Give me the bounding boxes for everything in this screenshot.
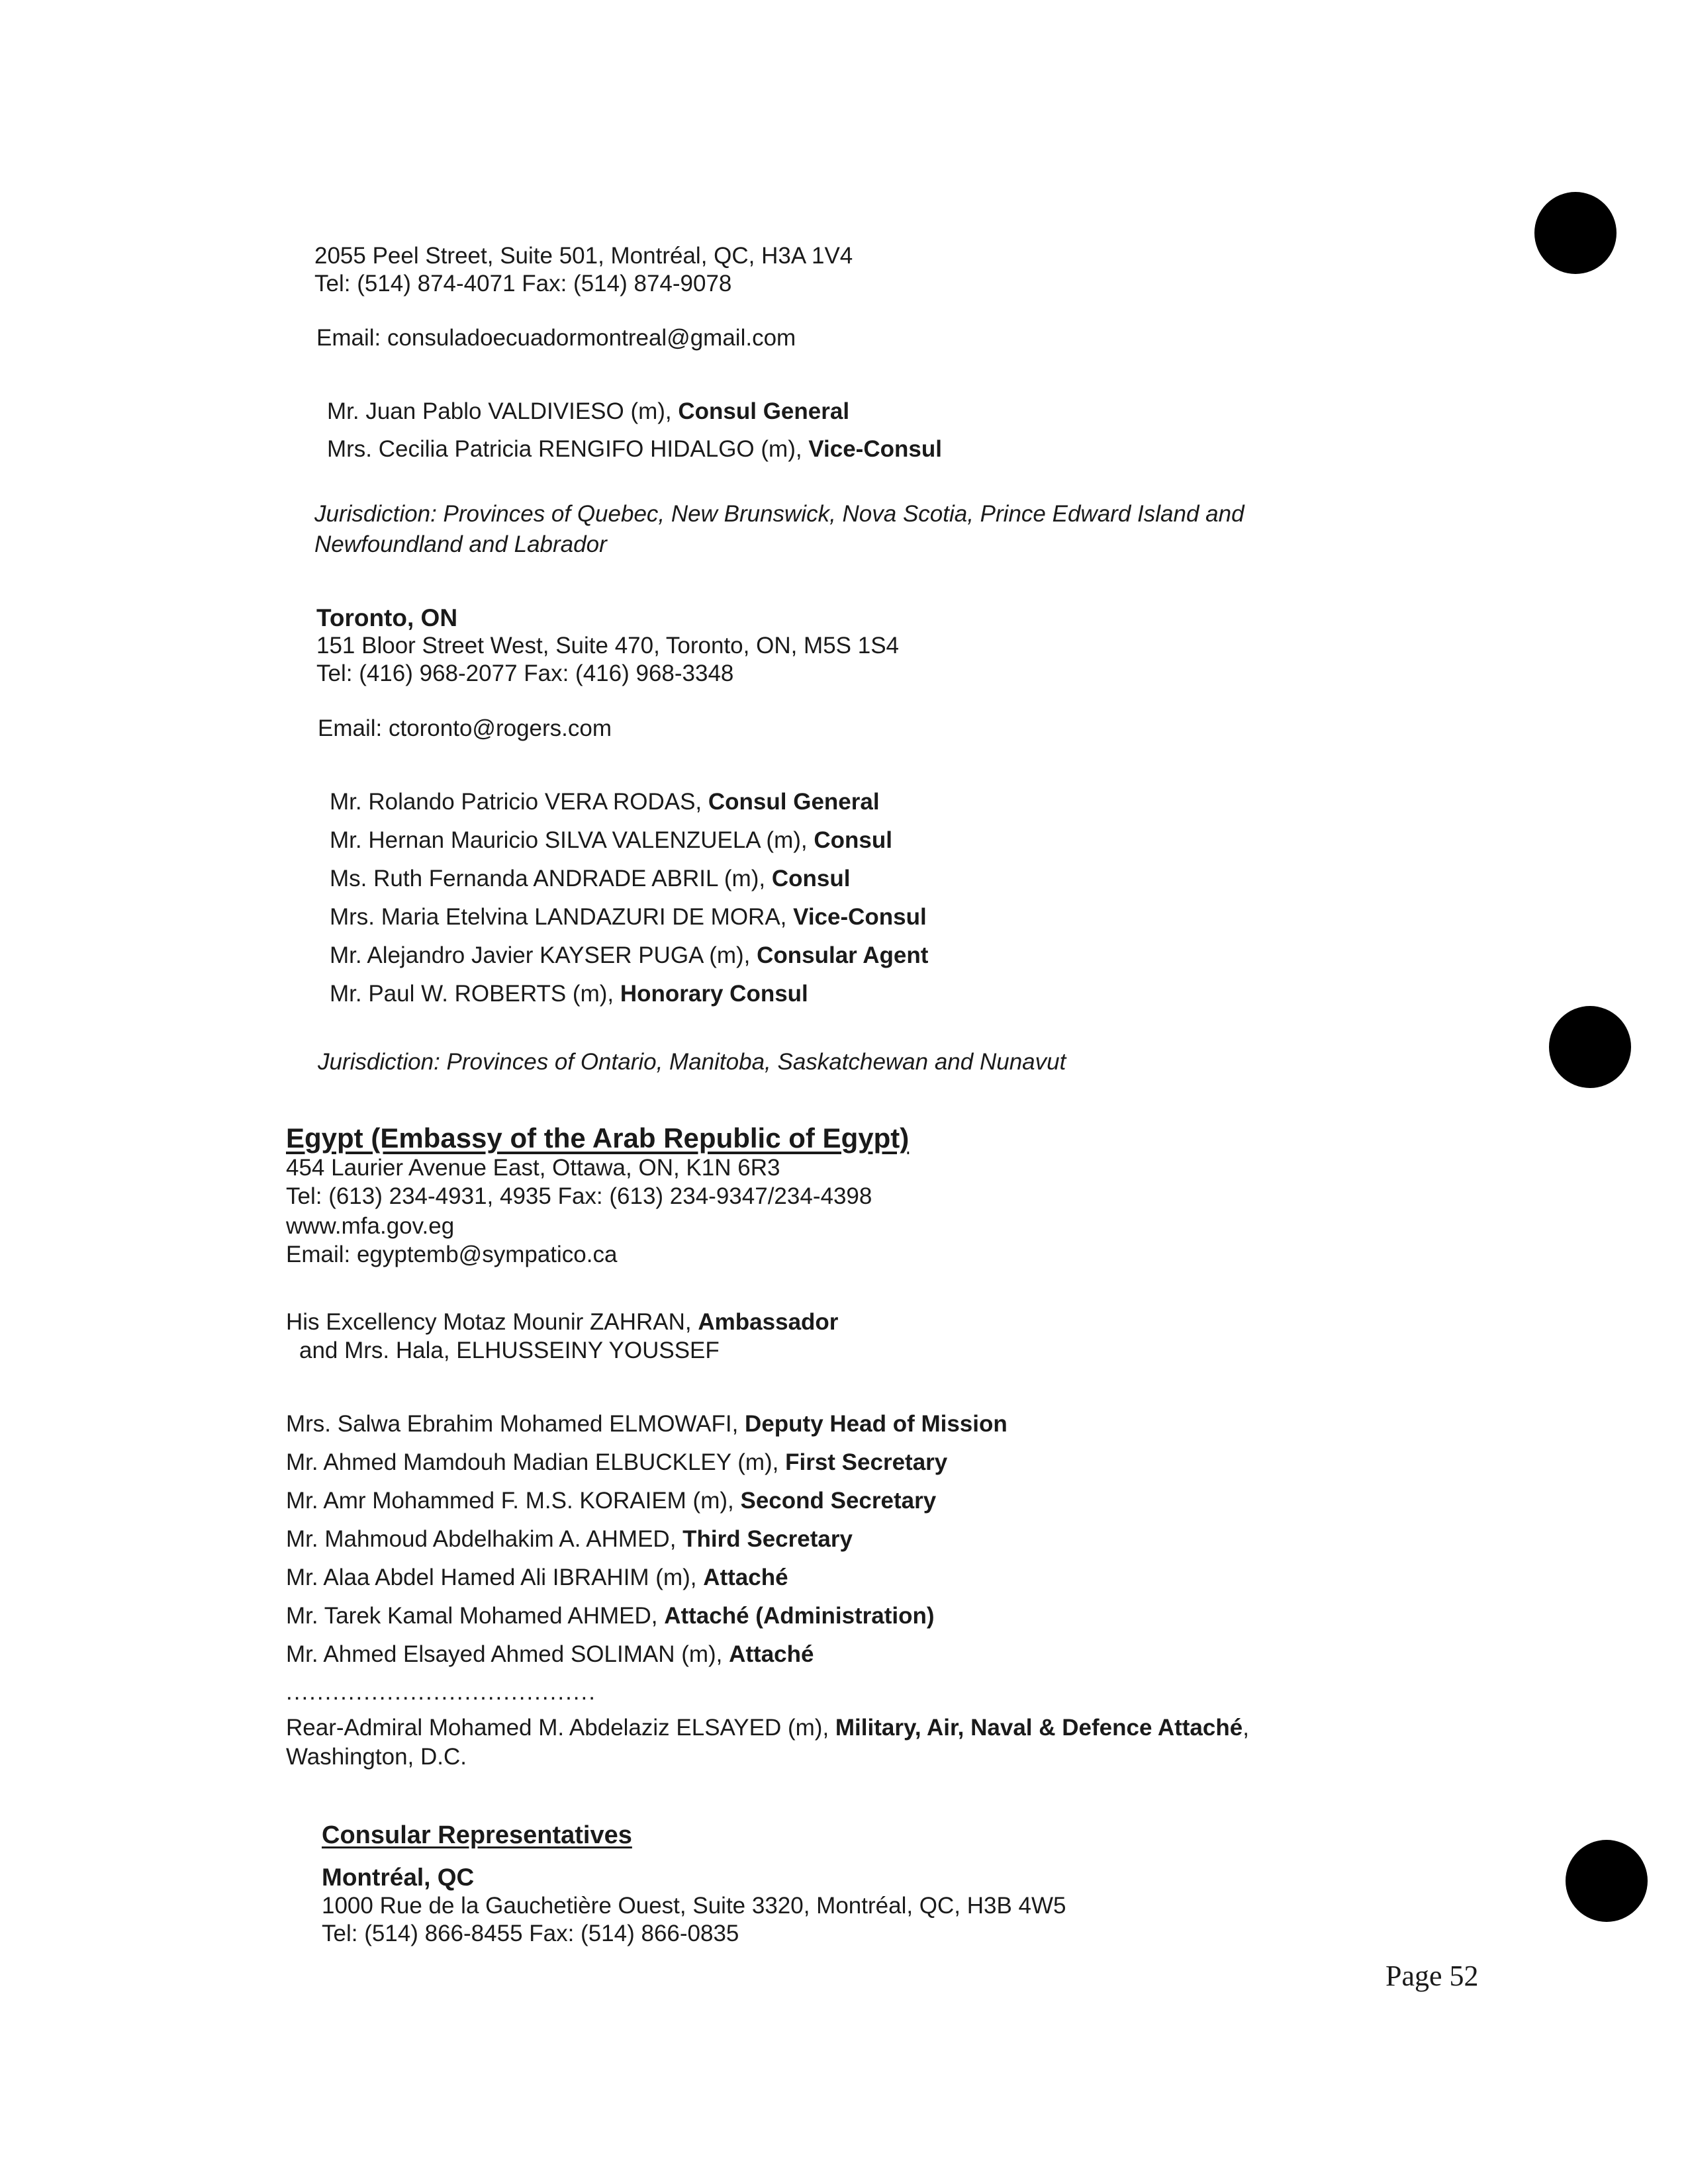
staff-line xyxy=(286,1525,853,1553)
egypt-ambassador xyxy=(286,1308,838,1336)
staff-name: Mr. Hernan Mauricio SILVA VALENZUELA (m), xyxy=(330,827,814,853)
ecuador-montreal-jurisdiction: Jurisdiction: Provinces of Quebec, New Brunswick, Nova Scotia, Prince Edward Island and xyxy=(314,501,1244,527)
ambassador-name: His Excellency Motaz Mounir ZAHRAN, xyxy=(286,1309,698,1335)
egypt-ambassador-spouse: and Mrs. Hala, ELHUSSEINY YOUSSEF xyxy=(299,1338,720,1363)
staff-name: Mr. Mahmoud Abdelhakim A. AHMED, xyxy=(286,1526,683,1552)
staff-line xyxy=(330,788,880,816)
staff-name: Mr. Ahmed Elsayed Ahmed SOLIMAN (m), xyxy=(286,1641,729,1667)
staff-title: Attaché xyxy=(729,1641,814,1667)
staff-name: Mr. Rolando Patricio VERA RODAS, xyxy=(330,789,708,815)
ecuador-montreal-jurisdiction-cont: Newfoundland and Labrador xyxy=(314,531,607,557)
staff-title: Deputy Head of Mission xyxy=(745,1411,1008,1437)
egypt-email: Email: egyptemb@sympatico.ca xyxy=(286,1242,618,1267)
punch-hole-top xyxy=(1534,192,1617,274)
staff-title: Consular Agent xyxy=(757,942,929,968)
staff-name: Mrs. Maria Etelvina LANDAZURI DE MORA, xyxy=(330,904,794,930)
staff-title: Vice-Consul xyxy=(808,436,942,462)
staff-line xyxy=(330,827,892,854)
ecuador-toronto-tel-fax: Tel: (416) 968-2077 Fax: (416) 968-3348 xyxy=(316,660,734,686)
ecuador-toronto-city: Toronto, ON xyxy=(316,604,458,631)
punch-hole-bottom xyxy=(1566,1840,1648,1922)
egypt-montreal-address: 1000 Rue de la Gauchetière Ouest, Suite 3320, Montréal, QC, H3B 4W5 xyxy=(322,1893,1066,1919)
staff-title: Consul General xyxy=(708,789,880,815)
staff-name: Mr. Ahmed Mamdouh Madian ELBUCKLEY (m), xyxy=(286,1449,786,1475)
staff-line xyxy=(330,865,850,893)
staff-title: Honorary Consul xyxy=(620,981,808,1007)
staff-title: Vice-Consul xyxy=(793,904,927,930)
staff-line xyxy=(286,1487,936,1515)
ecuador-montreal-address: 2055 Peel Street, Suite 501, Montréal, QC, H3A 1V4 xyxy=(314,243,853,269)
staff-title: Third Secretary xyxy=(682,1526,853,1552)
punch-hole-middle xyxy=(1549,1006,1631,1088)
staff-title: Consul General xyxy=(678,398,850,424)
ecuador-toronto-email: Email: ctoronto@rogers.com xyxy=(318,715,612,741)
staff-name: Mr. Alejandro Javier KAYSER PUGA (m), xyxy=(330,942,757,968)
staff-name: Mr. Tarek Kamal Mohamed AHMED, xyxy=(286,1603,665,1629)
staff-name: Mr. Alaa Abdel Hamed Ali IBRAHIM (m), xyxy=(286,1565,704,1590)
staff-line xyxy=(286,1602,935,1630)
military-name: Rear-Admiral Mohamed M. Abdelaziz ELSAYED (m), xyxy=(286,1715,835,1741)
staff-line xyxy=(330,980,808,1008)
staff-name: Ms. Ruth Fernanda ANDRADE ABRIL (m), xyxy=(330,866,772,891)
military-title: Military, Air, Naval & Defence Attaché xyxy=(835,1715,1243,1741)
staff-name: Mrs. Cecilia Patricia RENGIFO HIDALGO (m), xyxy=(327,436,809,462)
staff-line xyxy=(327,435,942,463)
egypt-montreal-city: Montréal, QC xyxy=(322,1864,475,1891)
ecuador-toronto-address: 151 Bloor Street West, Suite 470, Toronto, ON, M5S 1S4 xyxy=(316,633,900,659)
staff-title: Second Secretary xyxy=(740,1488,937,1514)
staff-line xyxy=(330,903,927,931)
staff-name: Mr. Amr Mohammed F. M.S. KORAIEM (m), xyxy=(286,1488,741,1514)
egypt-montreal-tel-fax: Tel: (514) 866-8455 Fax: (514) 866-0835 xyxy=(322,1921,739,1946)
staff-title: First Secretary xyxy=(785,1449,948,1475)
egypt-military-attache xyxy=(286,1714,1249,1742)
consular-representatives-heading: Consular Representatives xyxy=(322,1821,632,1849)
staff-name: Mr. Paul W. ROBERTS (m), xyxy=(330,981,620,1007)
staff-line xyxy=(327,398,849,426)
staff-line xyxy=(286,1564,788,1592)
staff-name: Mrs. Salwa Ebrahim Mohamed ELMOWAFI, xyxy=(286,1411,745,1437)
egypt-military-location: Washington, D.C. xyxy=(286,1744,467,1770)
staff-line xyxy=(286,1449,947,1477)
ecuador-toronto-jurisdiction: Jurisdiction: Provinces of Ontario, Manitoba, Saskatchewan and Nunavut xyxy=(318,1049,1066,1075)
ambassador-title: Ambassador xyxy=(698,1309,839,1335)
egypt-tel-fax: Tel: (613) 234-4931, 4935 Fax: (613) 234-9347/234-4398 xyxy=(286,1183,872,1209)
egypt-website: www.mfa.gov.eg xyxy=(286,1213,455,1239)
page-number: Page 52 xyxy=(1385,1960,1479,1992)
staff-line xyxy=(286,1410,1008,1438)
staff-name: Mr. Juan Pablo VALDIVIESO (m), xyxy=(327,398,679,424)
staff-title: Attaché (Administration) xyxy=(664,1603,935,1629)
staff-line xyxy=(330,942,928,970)
staff-title: Consul xyxy=(771,866,851,891)
ecuador-montreal-tel-fax: Tel: (514) 874-4071 Fax: (514) 874-9078 xyxy=(314,271,732,296)
dotted-separator: ........................................ xyxy=(286,1679,596,1705)
staff-line xyxy=(286,1641,814,1668)
egypt-heading: Egypt (Embassy of the Arab Republic of Egypt) xyxy=(286,1122,910,1154)
ecuador-montreal-email: Email: consuladoecuadormontreal@gmail.com xyxy=(316,325,796,351)
egypt-address: 454 Laurier Avenue East, Ottawa, ON, K1N 6R3 xyxy=(286,1155,780,1181)
military-suffix: , xyxy=(1243,1715,1249,1741)
staff-title: Consul xyxy=(814,827,892,853)
staff-title: Attaché xyxy=(703,1565,788,1590)
